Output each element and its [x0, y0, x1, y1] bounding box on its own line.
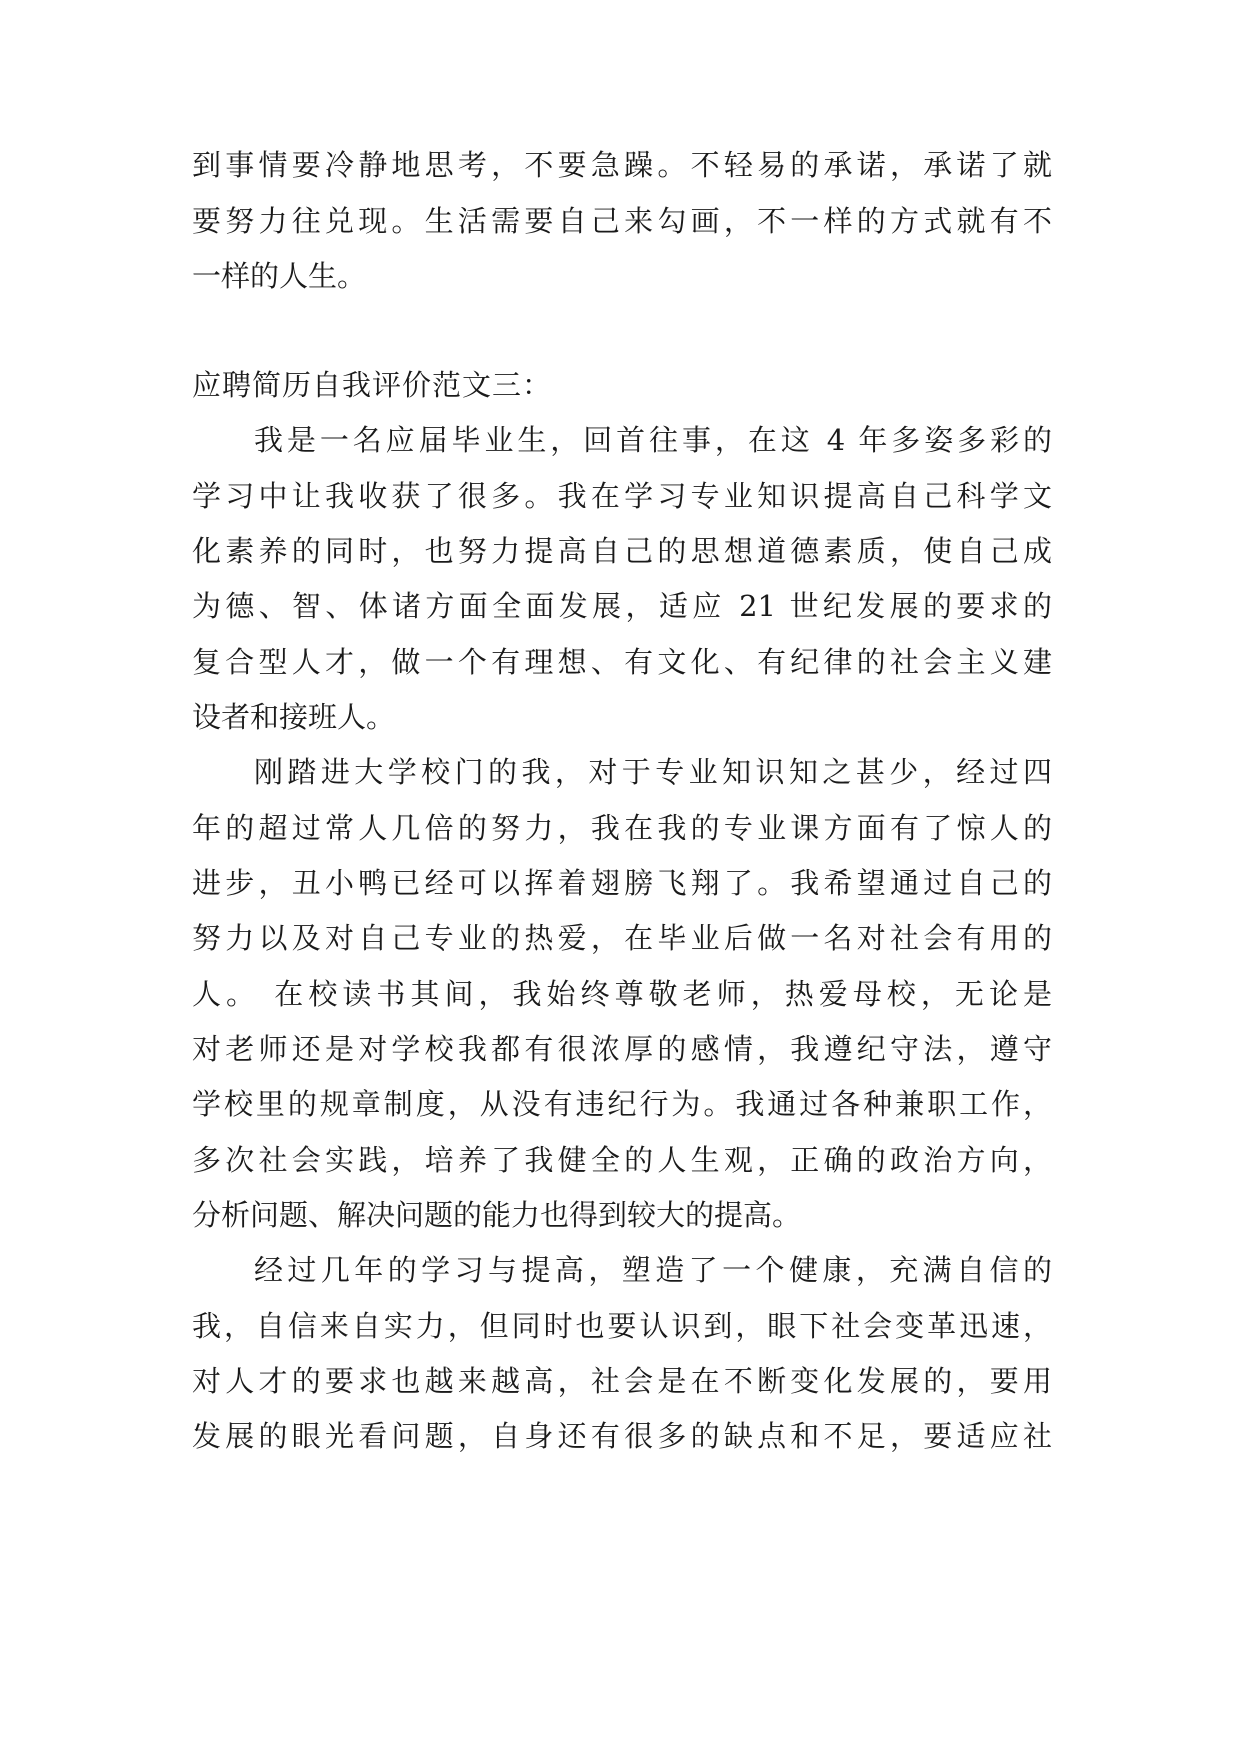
paragraph-2-line-6: 设者和接班人。 [192, 700, 396, 734]
paragraph-2-line-1: 我是一名应届毕业生，回首往事，在这 4 年多姿多彩的 [254, 423, 1052, 457]
paragraph-3-line-1: 刚踏进大学校门的我，对于专业知识知之甚少，经过四 [254, 755, 1052, 789]
paragraph-1-line-1: 到事情要冷静地思考，不要急躁。不轻易的承诺，承诺了就 [192, 148, 1052, 182]
paragraph-2-line-5: 复合型人才，做一个有理想、有文化、有纪律的社会主义建 [192, 645, 1052, 679]
paragraph-2-line-2: 学习中让我收获了很多。我在学习专业知识提高自己科学文 [192, 479, 1052, 513]
paragraph-4-line-4: 发展的眼光看问题，自身还有很多的缺点和不足，要适应社 [192, 1419, 1052, 1453]
paragraph-3-line-5: 人。 在校读书其间，我始终尊敬老师，热爱母校，无论是 [192, 977, 1052, 1011]
section-heading: 应聘简历自我评价范文三： [192, 368, 553, 402]
paragraph-3-line-8: 多次社会实践，培养了我健全的人生观，正确的政治方向， [192, 1143, 1052, 1177]
paragraph-3-line-3: 进步，丑小鸭已经可以挥着翅膀飞翔了。我希望通过自己的 [192, 866, 1052, 900]
paragraph-3-line-2: 年的超过常人几倍的努力，我在我的专业课方面有了惊人的 [192, 811, 1052, 845]
paragraph-4-line-3: 对人才的要求也越来越高，社会是在不断变化发展的，要用 [192, 1364, 1052, 1398]
paragraph-4-line-2: 我，自信来自实力，但同时也要认识到，眼下社会变革迅速， [192, 1309, 1052, 1343]
paragraph-3-line-9: 分析问题、解决问题的能力也得到较大的提高。 [192, 1198, 802, 1232]
paragraph-4-line-1: 经过几年的学习与提高，塑造了一个健康，充满自信的 [254, 1253, 1052, 1287]
paragraph-1-line-3: 一样的人生。 [192, 259, 367, 293]
paragraph-3-line-7: 学校里的规章制度，从没有违纪行为。我通过各种兼职工作， [192, 1087, 1052, 1121]
paragraph-3-line-4: 努力以及对自己专业的热爱，在毕业后做一名对社会有用的 [192, 921, 1052, 955]
paragraph-1-line-2: 要努力往兑现。生活需要自己来勾画，不一样的方式就有不 [192, 204, 1052, 238]
paragraph-3-line-6: 对老师还是对学校我都有很浓厚的感情，我遵纪守法，遵守 [192, 1032, 1052, 1066]
paragraph-2-line-3: 化素养的同时，也努力提高自己的思想道德素质，使自己成 [192, 534, 1052, 568]
paragraph-2-line-4: 为德、智、体诸方面全面发展，适应 21 世纪发展的要求的 [192, 589, 1052, 623]
